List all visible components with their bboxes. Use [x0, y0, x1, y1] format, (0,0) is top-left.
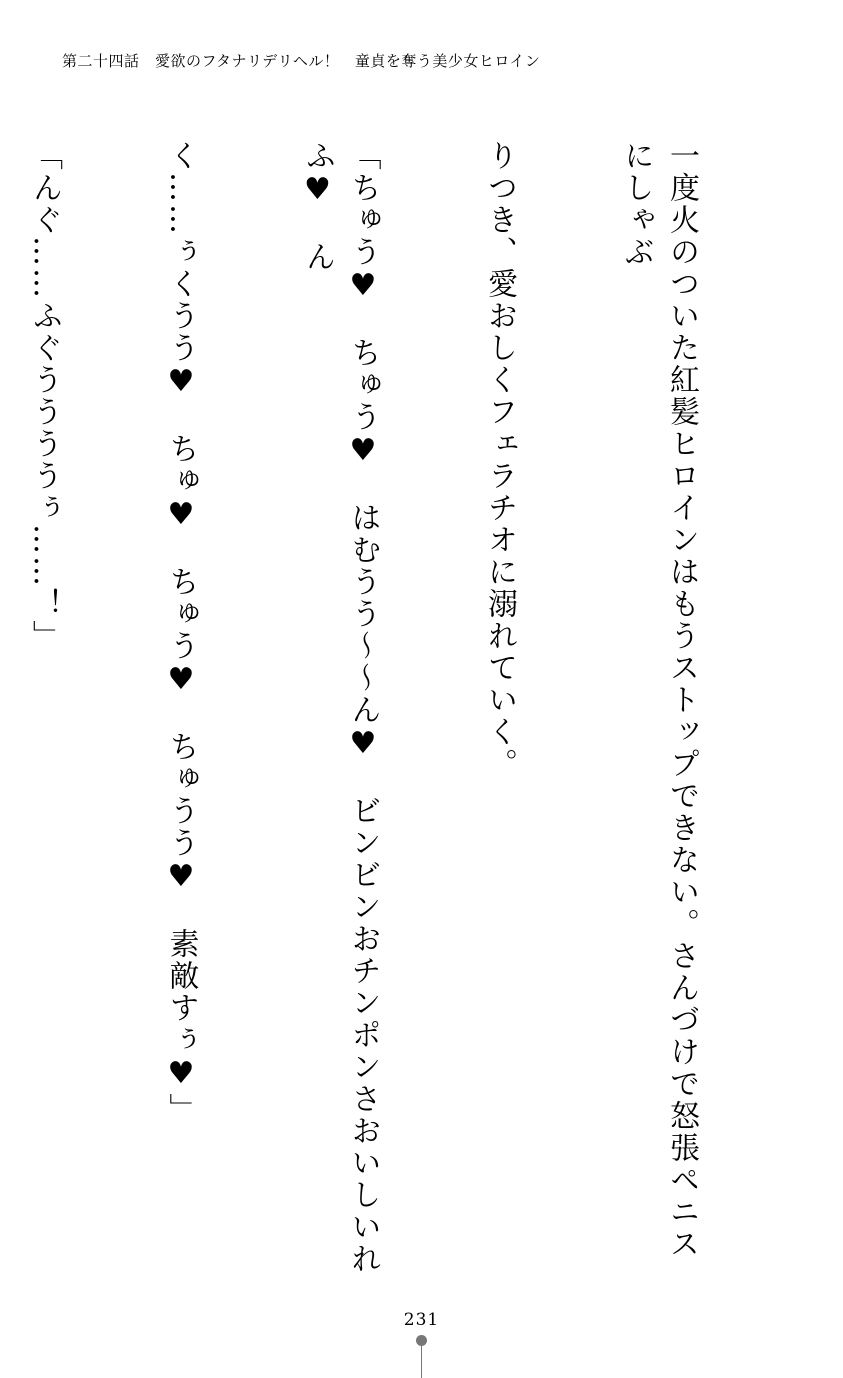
- page-marker-line: [421, 1345, 422, 1378]
- text-line: 「んぐ……ふぐううううぅ……！」: [27, 140, 62, 652]
- text-line: 「ちゅう♥ ちゅう♥ はむうう〜〜ん♥ ビンビンおチンポンさおいしいれふ♥ ん: [300, 140, 381, 1275]
- page-number: 231: [403, 1310, 440, 1330]
- text-line: く……ぅくうう♥ ちゅ♥ ちゅう♥ ちゅうう♥ 素敵すぅ♥」: [163, 140, 199, 1125]
- running-header: 第二十四話 愛欲のフタナリデリヘル！ 童貞を奪う美少女ヒロイン: [62, 52, 541, 70]
- text-line: 一度火のついた紅髪ヒロインはもうストップできない。さんづけで怒張ペニスにしゃぶ: [618, 140, 699, 1260]
- vertical-body-text: [27, 140, 795, 1280]
- text-line: りつき、愛おしくフェラチオに溺れていく。: [482, 140, 517, 780]
